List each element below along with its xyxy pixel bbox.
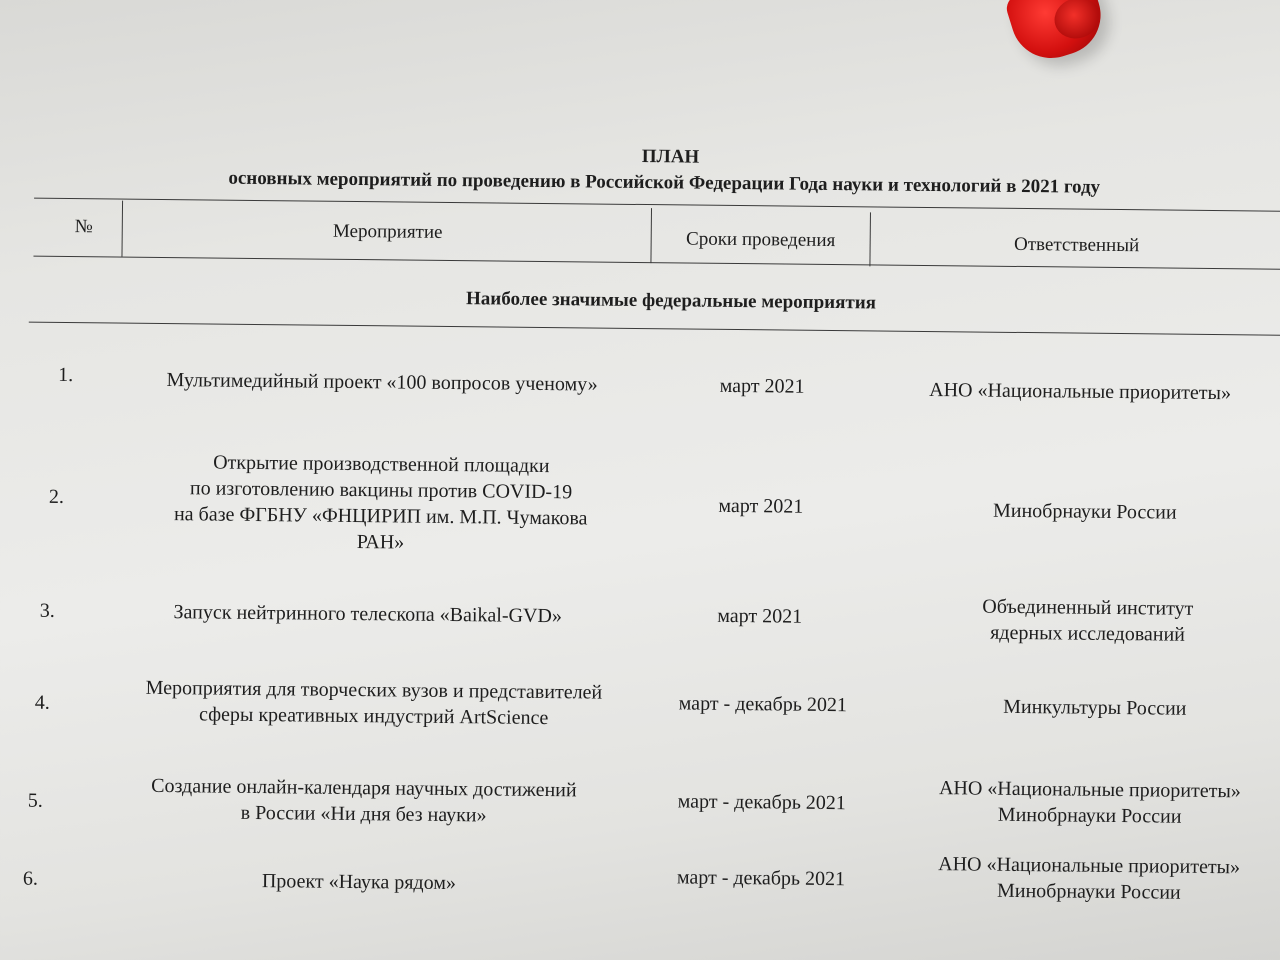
row-event <box>89 674 660 732</box>
responsible-line: Минобрнауки России <box>997 803 1182 828</box>
row-dates: март - декабрь 2021 <box>677 790 846 815</box>
header-divider-3 <box>869 212 871 266</box>
row-dates: март - декабрь 2021 <box>676 866 846 891</box>
event-line: на базе ФГБНУ «ФНЦИРИП им. М.П. Чумакова <box>173 503 588 530</box>
event-line: Запуск нейтринного телескопа «Baikal-GVD» <box>173 601 563 628</box>
row-event <box>100 448 661 558</box>
row-event <box>84 772 645 830</box>
table-header-bottom-rule <box>33 256 1280 270</box>
responsible-line: ядерных исследований <box>990 621 1186 646</box>
row-event <box>79 866 639 898</box>
red-cap-object <box>1003 0 1110 68</box>
event-line: по изготовлению вакцины против COVID-19 <box>189 477 573 504</box>
header-num: № <box>74 216 93 238</box>
responsible-line: Минкультуры России <box>1003 695 1187 720</box>
header-dates: Сроки проведения <box>685 228 836 252</box>
row-responsible <box>909 851 1270 907</box>
event-line: Мультимедийный проект «100 вопросов ученому» <box>166 369 598 396</box>
row-dates: март 2021 <box>718 494 804 518</box>
section-title: Наиболее значимые федеральные мероприятия <box>465 288 877 314</box>
document-subtitle: основных мероприятий по проведению в Российской Федерации Года науки и технологий в 2021 году <box>228 167 1101 198</box>
row-dates: март 2021 <box>717 604 803 628</box>
row-responsible <box>900 377 1260 407</box>
row-number: 3. <box>39 599 55 622</box>
row-event <box>102 366 662 398</box>
table-top-rule <box>34 198 1280 212</box>
row-event <box>88 598 648 630</box>
row-number: 1. <box>58 363 74 387</box>
row-responsible <box>905 497 1265 527</box>
row-number: 2. <box>48 485 65 508</box>
event-line: Создание онлайн-календаря научных достижений <box>151 774 577 802</box>
header-responsible: Ответственный <box>1013 233 1140 257</box>
header-divider-2 <box>650 208 652 263</box>
section-bottom-rule <box>29 322 1280 336</box>
responsible-line: АНО «Национальные приоритеты» <box>938 853 1241 879</box>
red-cap-rim <box>1049 0 1105 44</box>
event-line: сферы креативных индустрий ArtScience <box>198 703 549 730</box>
responsible-line: АНО «Национальные приоритеты» <box>938 777 1241 803</box>
event-line: Открытие производственной площадки <box>213 451 550 478</box>
event-line: Проект «Наука рядом» <box>261 870 457 895</box>
header-divider-1 <box>121 201 123 257</box>
document-title: ПЛАН <box>641 146 700 168</box>
row-responsible <box>907 593 1268 649</box>
header-event: Мероприятие <box>332 220 443 243</box>
responsible-line: АНО «Национальные приоритеты» <box>929 379 1232 405</box>
event-line: в России «Ни дня без науки» <box>240 801 487 827</box>
row-number: 5. <box>27 789 43 812</box>
event-line: РАН» <box>356 531 405 554</box>
row-number: 4. <box>34 691 50 714</box>
event-line: Мероприятия для творческих вузов и представителей <box>145 676 603 704</box>
row-responsible <box>915 693 1275 723</box>
row-dates: март - декабрь 2021 <box>678 692 848 717</box>
row-number: 6. <box>22 867 39 890</box>
row-responsible <box>910 775 1271 831</box>
row-dates: март 2021 <box>719 374 805 398</box>
responsible-line: Объединенный институт <box>982 595 1194 620</box>
responsible-line: Минобрнауки России <box>992 499 1177 524</box>
responsible-line: Минобрнауки России <box>996 879 1181 904</box>
